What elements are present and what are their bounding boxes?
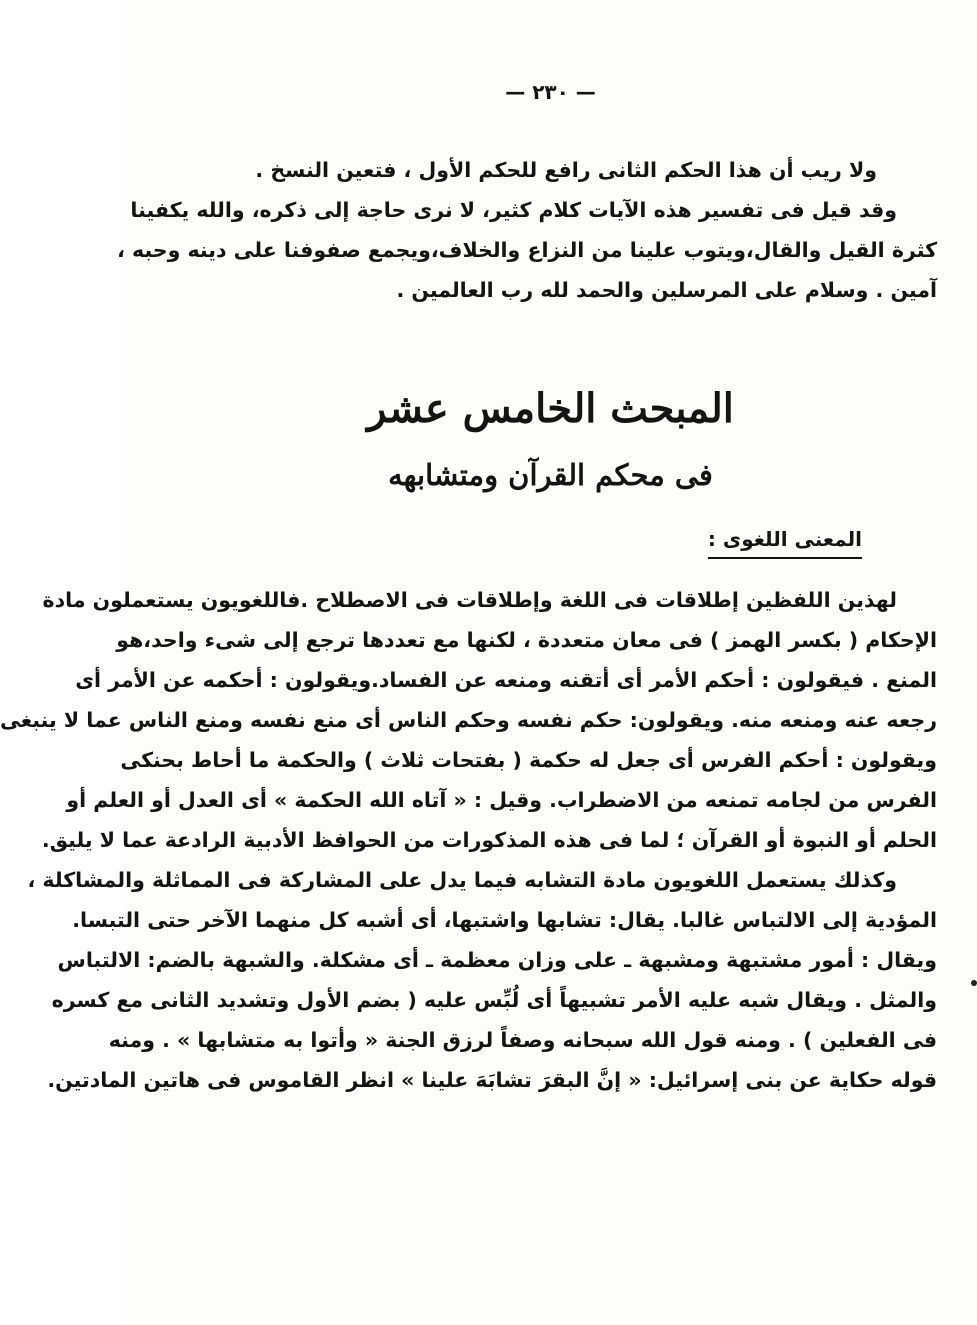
section-title: المبحث الخامس عشر	[367, 385, 734, 432]
body-line: الحلم أو النبوة أو القرآن ؛ لما فى هذه المذكورات من الحوافظ الأدبية الرادعة عما لا يليق.	[41, 828, 937, 852]
body-line: قوله حكاية عن بنى إسرائيل: « إنَّ البقرَ تشابَهَ علينا » انظر القاموس فى هاتين المادتين.	[47, 1068, 937, 1092]
body-line: المنع . فيقولون : أحكم الأمر أى أتقنه ومنعه عن الفساد.ويقولون : أحكمه عن الأمر أى	[75, 668, 937, 692]
subheading-linguistic-meaning: المعنى اللغوى :	[708, 527, 862, 559]
intro-line: كثرة القيل والقال،ويتوب علينا من النزاع والخلاف،ويجمع صفوفنا على دينه وحبه ،	[117, 238, 937, 262]
body-line: والمثل . ويقال شبه عليه الأمر تشبيهاً أى لُبِّس عليه ( بضم الأول وتشديد الثانى مع كسره	[51, 988, 937, 1012]
section-subtitle: فى محكم القرآن ومتشابهه	[388, 458, 713, 492]
body-line: وكذلك يستعمل اللغويون مادة التشابه فيما يدل على المشاركة فى المماثلة والمشاكلة ،	[27, 868, 897, 892]
page-number: — ٢٣٠ —	[505, 80, 596, 104]
body-line: رجعه عنه ومنعه منه. ويقولون: حكم نفسه وحكم الناس أى منع نفسه ومنع الناس عما لا ينبغى	[0, 708, 937, 732]
margin-mark	[971, 980, 977, 986]
intro-line: ولا ريب أن هذا الحكم الثانى رافع للحكم الأول ، فتعين النسخ .	[255, 158, 877, 182]
body-paragraphs	[0, 580, 937, 1100]
body-line: الفرس من لجامه تمنعه من الاضطراب. وقيل : « آتاه الله الحكمة » أى العدل أو العلم أو	[66, 788, 937, 812]
intro-paragraph	[117, 150, 937, 310]
body-line: لهذين اللفظين إطلاقات فى اللغة وإطلاقات فى الاصطلاح .فاللغويون يستعملون مادة	[42, 588, 897, 612]
body-line: المؤدية إلى الالتباس غالبا. يقال: تشابها واشتبها، أى أشبه كل منهما الآخر حتى التبسا.	[72, 908, 937, 932]
body-line: فى الفعلين ) . ومنه قول الله سبحانه وصفاً لرزق الجنة « وأتوا به متشابها » . ومنه	[108, 1028, 937, 1052]
intro-line: وقد قيل فى تفسير هذه الآيات كلام كثير، لا نرى حاجة إلى ذكره، والله يكفينا	[130, 198, 897, 222]
body-line: الإحكام ( بكسر الهمز ) فى معان متعددة ، لكنها مع تعددها ترجع إلى شىء واحد،هو	[116, 628, 937, 652]
body-line: ويقال : أمور مشتبهة ومشبهة ـ على وزان معظمة ـ أى مشكلة. والشبهة بالضم: الالتباس	[57, 948, 937, 972]
body-line: ويقولون : أحكم الفرس أى جعل له حكمة ( بفتحات ثلاث ) والحكمة ما أحاط بحنكى	[120, 748, 937, 772]
intro-line: آمين . وسلام على المرسلين والحمد لله رب العالمين .	[396, 278, 937, 302]
